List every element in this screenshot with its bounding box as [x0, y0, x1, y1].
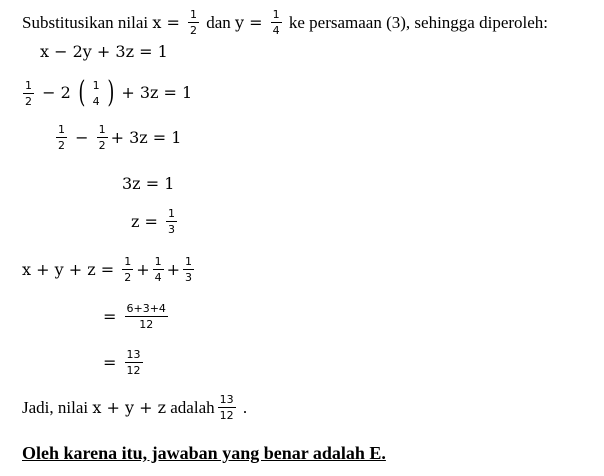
math-text: x + y + z — [92, 397, 167, 417]
denominator: 2 — [58, 139, 65, 152]
numerator: 1 — [154, 255, 162, 268]
sum-result — [103, 349, 146, 376]
denominator: 3 — [185, 271, 193, 284]
sum-expression — [22, 256, 197, 283]
denominator: 2 — [98, 139, 106, 152]
fraction — [125, 349, 143, 376]
y-value-fraction — [271, 9, 282, 36]
intro-text: dan — [201, 13, 235, 32]
right-paren: ) — [106, 75, 114, 110]
x-equals: x = — [152, 12, 185, 32]
fraction — [183, 256, 194, 283]
numerator: 1 — [168, 207, 176, 220]
numerator: 13 — [126, 348, 141, 361]
numerator: 1 — [272, 8, 280, 21]
math-text: + 3z = 1 — [110, 127, 182, 147]
step-z-value — [131, 208, 180, 235]
y-equals: y = — [235, 12, 268, 32]
text: . — [238, 398, 248, 417]
text: adalah — [166, 398, 215, 417]
fraction — [23, 80, 34, 107]
math-text: + — [166, 259, 181, 279]
fraction — [97, 124, 108, 151]
fraction — [56, 124, 67, 151]
numerator: 1 — [124, 255, 132, 268]
fraction — [166, 208, 177, 235]
fraction — [125, 303, 168, 330]
denominator: 4 — [154, 271, 162, 284]
denominator: 3 — [168, 223, 176, 236]
fraction — [218, 394, 236, 421]
math-text: = — [103, 352, 122, 372]
numerator: 1 — [185, 255, 193, 268]
math-text: + 3z = 1 — [116, 83, 193, 102]
conclusion-sentence — [22, 394, 247, 421]
step-simplify — [53, 124, 181, 151]
math-text: − — [70, 127, 94, 147]
final-answer: Oleh karena itu, jawaban yang benar adalah E. — [22, 443, 386, 463]
step-3z: 3z = 1 — [122, 174, 175, 193]
text: Jadi, nilai — [22, 398, 93, 417]
fraction — [91, 80, 102, 107]
denominator: 2 — [25, 94, 32, 108]
step-substitution — [20, 75, 193, 110]
numerator: 1 — [98, 123, 106, 136]
denominator: 12 — [126, 364, 141, 377]
math-text: + — [136, 259, 150, 279]
fraction — [122, 256, 133, 283]
numerator: 1 — [25, 78, 32, 92]
denominator: 2 — [124, 271, 132, 284]
numerator: 6+3+4 — [126, 302, 166, 315]
fraction — [153, 256, 164, 283]
numerator: 13 — [219, 393, 234, 406]
denominator: 12 — [139, 318, 154, 331]
math-text: z = — [131, 211, 164, 231]
intro-text: Substitusikan nilai — [22, 13, 153, 32]
sum-common-denominator — [103, 303, 171, 330]
denominator: 4 — [272, 24, 280, 37]
left-paren: ( — [78, 75, 86, 110]
numerator: 1 — [58, 123, 65, 136]
equation-3: x − 2y + 3z = 1 — [40, 42, 168, 61]
numerator: 1 — [92, 78, 100, 92]
numerator: 1 — [189, 8, 197, 21]
math-text: x + y + z = — [22, 259, 120, 279]
intro-text: ke persamaan (3), sehingga diperoleh: — [284, 13, 549, 32]
x-value-fraction — [188, 9, 199, 36]
denominator: 4 — [92, 94, 100, 108]
math-text: = — [103, 306, 122, 326]
intro-sentence — [22, 9, 548, 36]
math-text: − 2 — [37, 83, 76, 102]
denominator: 2 — [189, 24, 197, 37]
denominator: 12 — [219, 409, 234, 422]
